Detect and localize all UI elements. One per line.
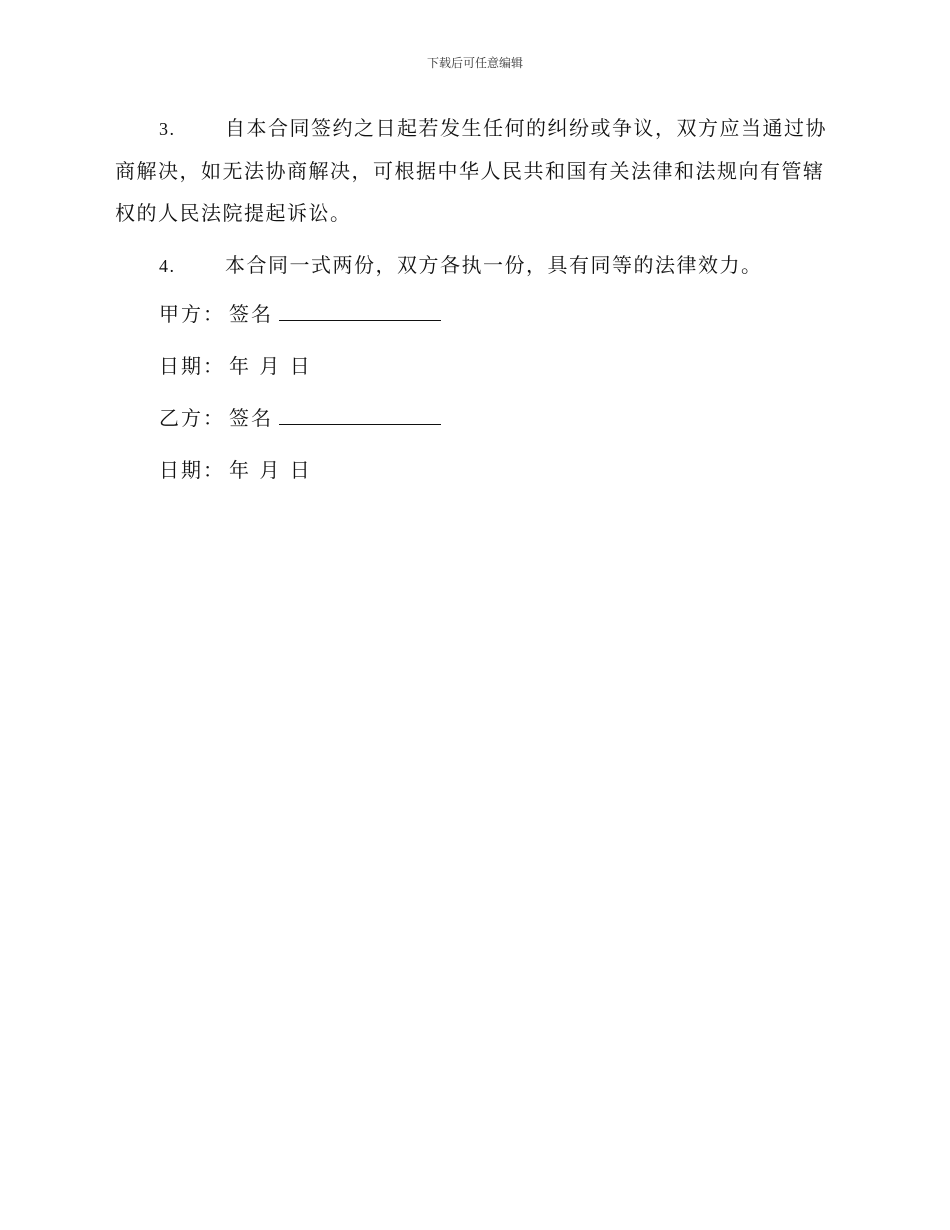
clause-3: [115, 107, 835, 234]
party-b-date-line: [159, 454, 312, 483]
party-a-signature-line: [159, 298, 441, 327]
date-a-value: 年 月 日: [229, 354, 312, 378]
party-a-date-line: [159, 350, 312, 379]
clause-number: 4.: [159, 256, 176, 276]
party-b-signature-line: [159, 402, 441, 431]
clause-text: 本合同一式两份，双方各执一份，具有同等的法律效力。: [225, 253, 763, 277]
clause-number: 3.: [159, 119, 176, 139]
clause-paragraph: [115, 244, 835, 287]
date-b-value: 年 月 日: [229, 458, 312, 482]
date-b-label: 日期：: [159, 458, 225, 482]
page-header: 下载后可任意编辑: [426, 56, 523, 70]
clause-4: [115, 244, 835, 287]
clause-text: 自本合同签约之日起若发生任何的纠纷或争议，双方应当通过协商解决，如无法协商解决，可根据中华人民共和国有关法律和法规向有管辖权的人民法院提起诉讼。: [115, 116, 827, 225]
date-a-label: 日期：: [159, 354, 225, 378]
clause-paragraph: [115, 107, 835, 234]
party-a-sign-label: 签名: [229, 302, 273, 326]
party-b-sign-label: 签名: [229, 406, 273, 430]
party-a-signature-blank[interactable]: [279, 302, 441, 321]
party-a-label: 甲方：: [159, 302, 225, 326]
party-b-label: 乙方：: [159, 406, 225, 430]
party-b-signature-blank[interactable]: [279, 406, 441, 425]
